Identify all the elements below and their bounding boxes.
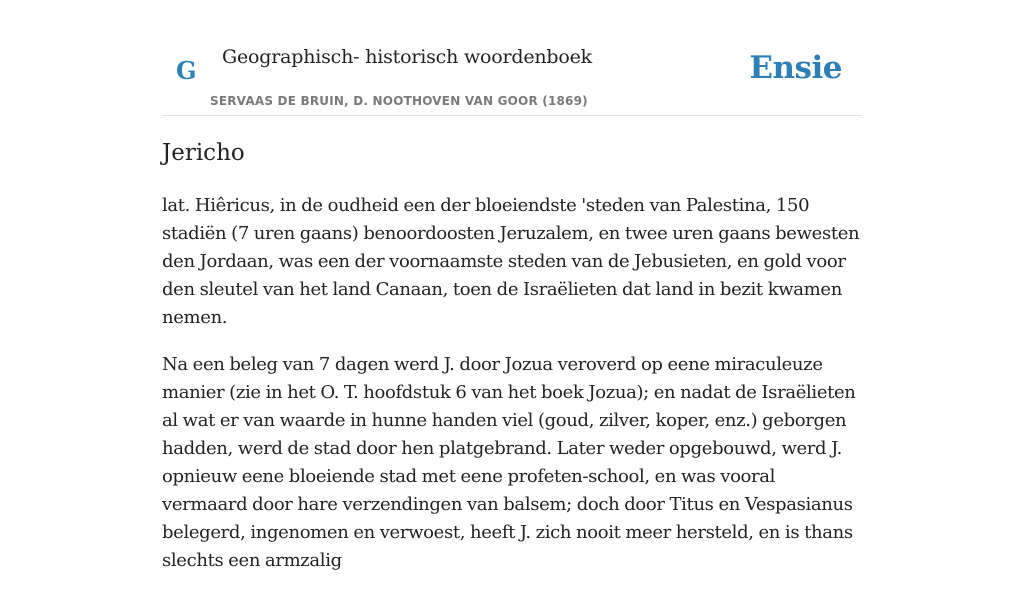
article-paragraph: Na een beleg van 7 dagen werd J. door Jozua veroverd op eene miraculeuze manier (zie in het O. T. hoofdstuk 6 van het boek Jozua); en nadat de Israëlieten al wat er van waarde in hunne handen viel (goud, zilver, koper, enz.) geborgen hadden, werd de stad door hen platgebrand. Later weder opgebouwd, werd J. opnieuw eene bloeiende stad met eene profeten-school, en was vooral vermaard door hare verzendingen van balsem; doch door Titus en Vespasianus belegerd, ingenomen en verwoest, heeft J. zich nooit meer hersteld, en is thans slechts een armzalig [162,354,856,571]
article-body [162,192,862,594]
ensie-brand-logo[interactable]: Ensie [749,50,842,86]
article-title: Jericho [162,140,245,166]
article-paragraph: lat. Hiêricus, in de oudheid een der bloeiendste 'steden van Palestina, 150 stadiën (7 uren gaans) benoordoosten Jeruzalem, en twee uren gaans bewesten den Jordaan, was een der voornaamste steden van de Jebusieten, en gold voor den sleutel van het land Canaan, toen de Israëlieten dat land in bezit kwamen nemen. [162,195,860,328]
book-title[interactable]: Geographisch- historisch woordenboek [222,46,592,68]
book-logo-icon[interactable]: G [176,56,197,85]
book-author: SERVAAS DE BRUIN, D. NOOTHOVEN VAN GOOR (1869) [210,94,588,108]
site-header [162,40,862,116]
